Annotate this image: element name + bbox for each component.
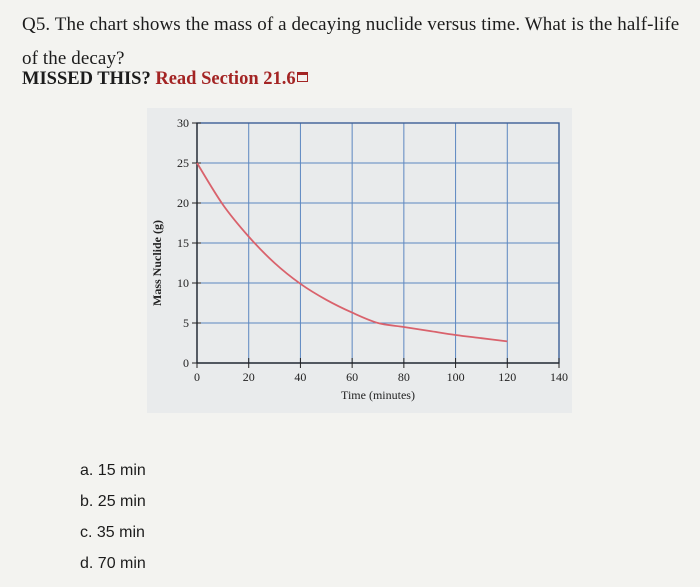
x-tick-label: 100 bbox=[446, 370, 465, 384]
option-text: 25 min bbox=[97, 493, 146, 510]
axes-layer bbox=[192, 123, 559, 368]
external-link-icon bbox=[297, 72, 308, 82]
chart-figure bbox=[147, 108, 572, 413]
decay-chart bbox=[147, 108, 572, 413]
tick-label-layer bbox=[177, 116, 568, 384]
option-b[interactable] bbox=[80, 486, 146, 517]
option-text: 70 min bbox=[97, 555, 146, 572]
read-section-link[interactable] bbox=[155, 69, 307, 89]
option-letter: a. bbox=[80, 462, 94, 479]
read-section-label: Read Section 21.6 bbox=[155, 69, 296, 89]
y-tick-label: 15 bbox=[177, 236, 189, 250]
grid-layer bbox=[197, 123, 559, 363]
y-tick-label: 25 bbox=[177, 156, 189, 170]
y-tick-label: 5 bbox=[183, 316, 189, 330]
question-text: Q5. The chart shows the mass of a decaying nuclide versus time. What is the half-life of the decay? bbox=[22, 14, 680, 69]
answer-options bbox=[80, 455, 146, 579]
option-d[interactable] bbox=[80, 548, 146, 579]
x-tick-label: 80 bbox=[397, 370, 410, 384]
x-tick-label: 0 bbox=[194, 370, 200, 384]
x-tick-label: 40 bbox=[294, 370, 307, 384]
y-tick-label: 10 bbox=[177, 276, 189, 290]
option-text: 15 min bbox=[97, 462, 146, 479]
x-tick-label: 120 bbox=[498, 370, 517, 384]
option-letter: b. bbox=[80, 493, 94, 510]
x-tick-label: 60 bbox=[346, 370, 359, 384]
x-tick-label: 20 bbox=[242, 370, 255, 384]
option-a[interactable] bbox=[80, 455, 146, 486]
missed-this-label: MISSED THIS? bbox=[22, 69, 151, 89]
option-text: 35 min bbox=[96, 524, 145, 541]
option-letter: d. bbox=[80, 555, 94, 572]
y-tick-label: 20 bbox=[177, 196, 189, 210]
missed-this-line bbox=[22, 69, 308, 90]
y-tick-label: 0 bbox=[183, 356, 189, 370]
y-axis-label: Mass Nuclide (g) bbox=[150, 220, 164, 306]
option-c[interactable] bbox=[80, 517, 146, 548]
x-tick-label: 140 bbox=[550, 370, 568, 384]
y-tick-label: 30 bbox=[177, 116, 189, 130]
x-axis-label: Time (minutes) bbox=[341, 388, 415, 402]
option-letter: c. bbox=[80, 524, 93, 541]
